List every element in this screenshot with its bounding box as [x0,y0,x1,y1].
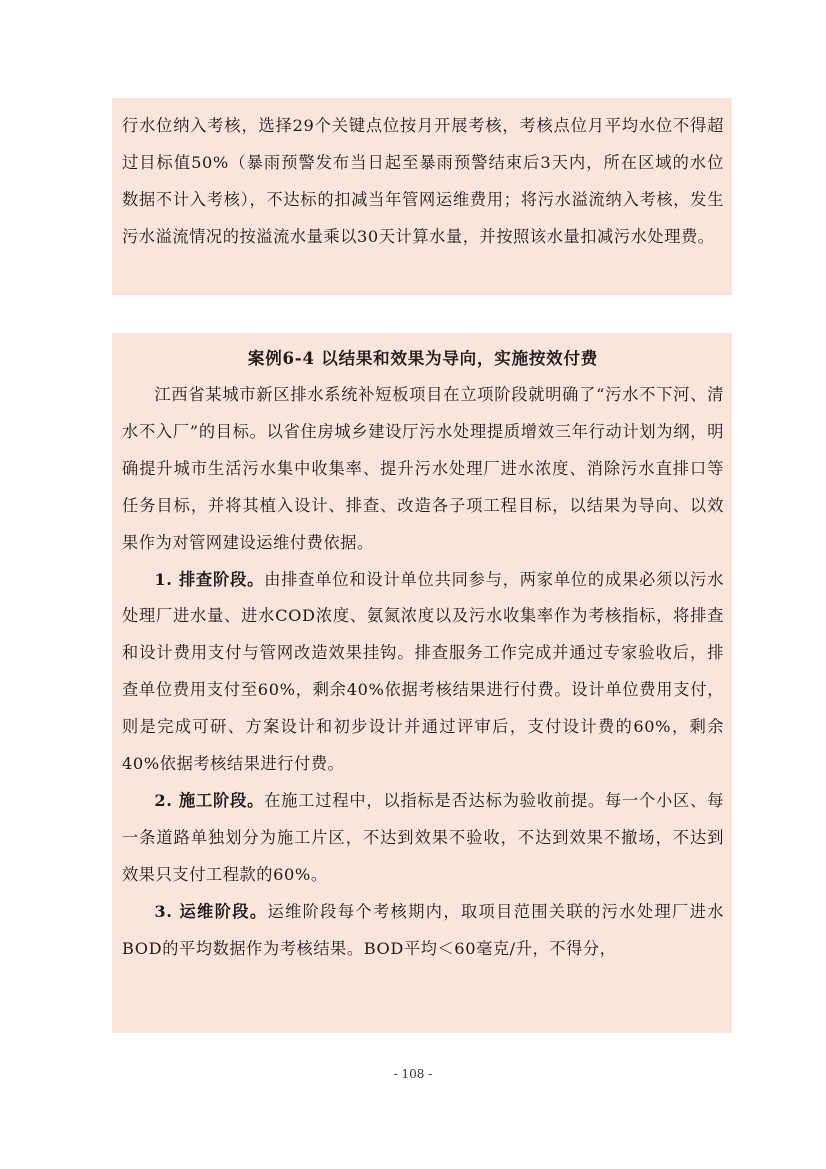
continued-text-box [112,98,732,295]
stage2-paragraph [122,783,724,894]
case-title: 案例6-4 以结果和效果为导向，实施按效付费 [247,349,599,368]
stage2-label: 2. 施工阶段。 [154,790,265,810]
stage1-text: 由排查单位和设计单位共同参与，两家单位的成果必须以污水处理厂进水量、进水COD浓度、氨氮浓度以及污水收集率作为考核指标，将排查和设计费用支付与管网改造效果挂钩。排查服务工作完成并通过专家验收后，排查单位费用支付至60%，剩余40%依据考核结果进行付费。设计单位费用支付，则是完成可研、方案设计和初步设计并通过评审后，支付设计费的60%，剩余40%依据考核结果进行付费。 [122,569,724,774]
page-number: - 108 - [393,1067,433,1081]
case-study-box [112,333,732,1033]
continued-paragraph: 行水位纳入考核，选择29个关键点位按月开展考核，考核点位月平均水位不得超过目标值50%（暴雨预警发布当日起至暴雨预警结束后3天内，所在区域的水位数据不计入考核），不达标的扣减当年管网运维费用；将污水溢流纳入考核，发生污水溢流情况的按溢流水量乘以30天计算水量，并按照该水量扣减污水处理费。 [122,116,724,246]
stage3-text: 运维阶段每个考核期内，取项目范围关联的污水处理厂进水BOD的平均数据作为考核结果。BOD平均＜60毫克/升，不得分， [122,901,724,958]
stage3-label: 3. 运维阶段。 [154,901,268,921]
stage1-paragraph [122,562,724,783]
stage2-text: 在施工过程中，以指标是否达标为验收前提。每一个小区、每一条道路单独划分为施工片区，不达到效果不验收，不达到效果不撤场，不达到效果只支付工程款的60%。 [122,790,724,884]
case-intro-paragraph: 江西省某城市新区排水系统补短板项目在立项阶段就明确了“污水不下河、清水不入厂”的目标。以省住房城乡建设厅污水处理提质增效三年行动计划为纲，明确提升城市生活污水集中收集率、提升污水处理厂进水浓度、消除污水直排口等任务目标，并将其植入设计、排查、改造各子项工程目标，以结果为导向、以效果作为对管网建设运维付费依据。 [122,385,724,552]
stage3-paragraph [122,894,724,968]
stage1-label: 1. 排查阶段。 [154,569,265,589]
